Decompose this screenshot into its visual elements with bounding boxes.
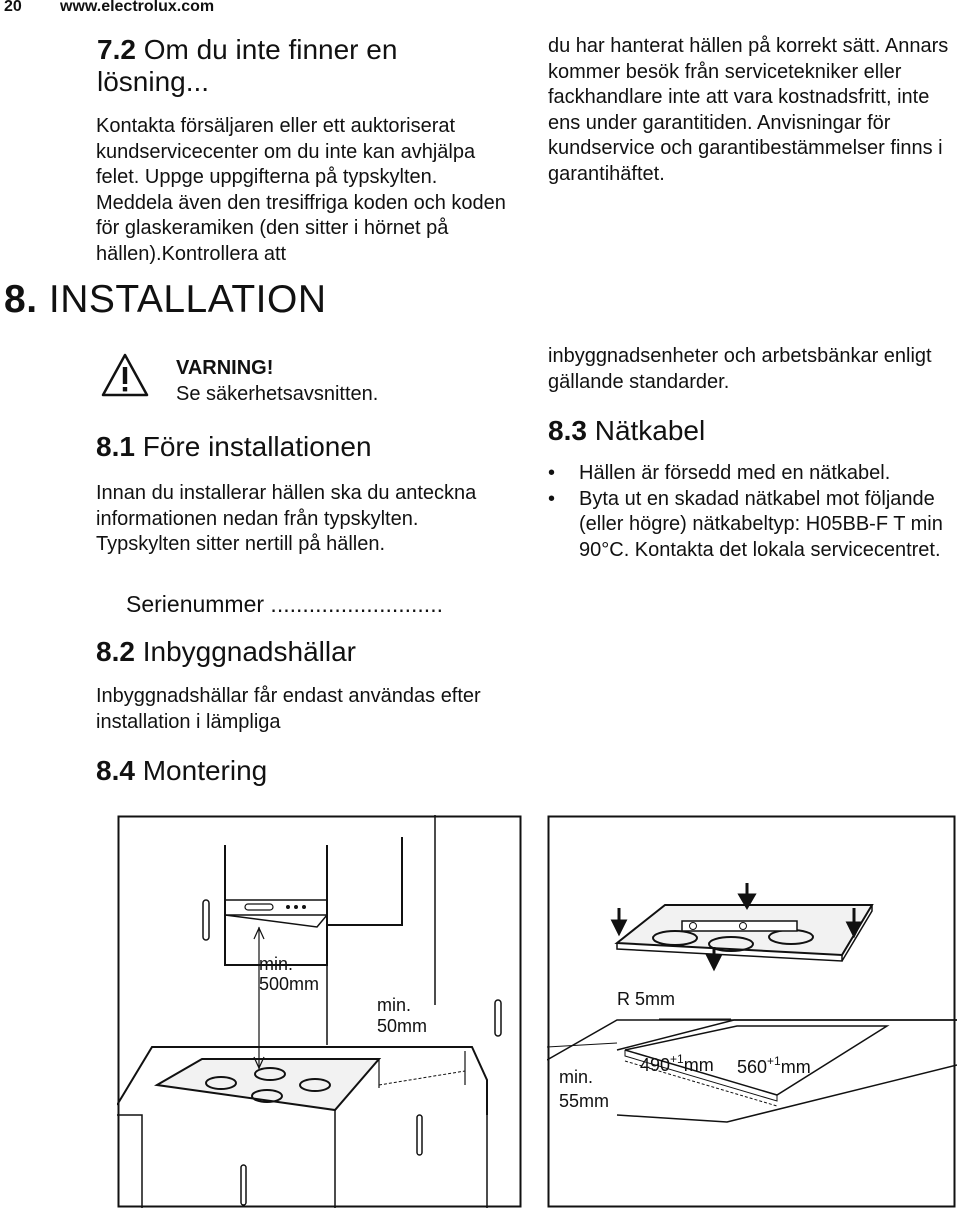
kitchen-installation-figure [117,815,522,1208]
bullet-icon: • [548,487,556,510]
serial-number-field: Serienummer ........................... [126,591,443,617]
section-title: Nätkabel [594,415,706,446]
cabinet-handle [417,1115,422,1155]
cabinet-handle [203,900,209,940]
section-7-2-body: Kontakta försäljaren eller ett auktoriserat kundservicecenter om du inte kan avhjälpa felet. Uppge uppgifterna på typskylten. Meddela även den tresiffriga koden och koden för glaskeramiken (den sitter i hörnet på hällen).Kontrollera att [96,115,506,265]
section-7-2-continued: du har hanterat hällen på korrekt sätt. Annars kommer besök från servicetekniker eller fackhandlare inte att vara kostnadsfritt, inte ens under garantitiden. Anvisningar för kundservice och garantibestämmelser finns i garantihäftet. [548,35,949,185]
chapter-heading [4,278,327,322]
website-url: www.electrolux.com [60,0,215,15]
list-item-text: Byta ut en skadad nätkabel mot följande (eller högre) nätkabeltyp: H05BB-F T min 90°C. Kontakta det lokala servicecentret. [579,487,943,561]
clearance-label: min. [259,954,294,974]
chapter-title: INSTALLATION [48,278,327,321]
hood-button [302,905,306,909]
chapter-number: 8. [4,278,38,321]
clearance-value: 500mm [259,974,320,994]
hood-button [286,905,290,909]
section-8-3-heading [548,415,705,447]
left-wall-cabinet [225,845,327,965]
section-number: 8.4 [96,755,135,786]
section-8-2-continued: inbyggnadsenheter och arbetsbänkar enligt gällande standarder. [548,345,932,393]
warning-icon [100,352,150,398]
section-number: 8.2 [96,636,135,667]
cabinet-handle [241,1165,246,1205]
warning-text: Se säkerhetsavsnitten. [176,383,379,405]
hood-button [294,905,298,909]
section-number: 8.1 [96,431,135,462]
base-cabinet [117,1115,142,1208]
cutout-dimensions-figure [547,815,957,1208]
section-number: 8.3 [548,415,587,446]
section-8-1-body: Innan du installerar hällen ska du anteckna informationen nedan från typskylten. Typskylten sitter nertill på hällen. [96,482,477,555]
section-8-2-heading [96,636,356,668]
hood-light [245,904,273,910]
list-item [548,461,958,487]
section-7-2-heading [97,34,457,98]
section-number: 7.2 [97,34,136,65]
cooker-hood [225,900,327,915]
list-item-text: Hällen är försedd med en nätkabel. [579,462,891,484]
side-clearance-label: min. [377,995,412,1015]
edge-distance-value: 55mm [559,1091,610,1111]
warning-title: VARNING! [176,357,274,379]
cutout-width-label: $560^{+1}mm$ [737,1054,811,1077]
right-wall-cabinet [327,845,402,925]
down-arrow-icon [740,883,754,907]
bullet-icon: • [548,462,556,484]
cabinet-handle [495,1000,501,1036]
section-8-4-heading [96,755,267,787]
edge-distance-label: min. [559,1067,594,1087]
section-8-2-body: Inbyggnadshällar får endast användas efter installation i lämpliga [96,685,481,733]
page-number: 20 [4,0,22,15]
section-title: Före installationen [142,431,372,462]
power-cable-list [548,461,958,563]
side-clearance-value: 50mm [377,1016,428,1036]
section-title: Inbyggnadshällar [142,636,356,667]
section-title: Montering [142,755,268,786]
section-8-1-heading [96,431,372,463]
cutout-depth-label: $490^{+1}mm$ [640,1052,714,1075]
radius-label: R 5mm [617,989,675,1009]
list-item [548,487,958,564]
down-arrow-icon [613,908,625,933]
section-title: Om du inte finner en lösning... [97,34,398,97]
